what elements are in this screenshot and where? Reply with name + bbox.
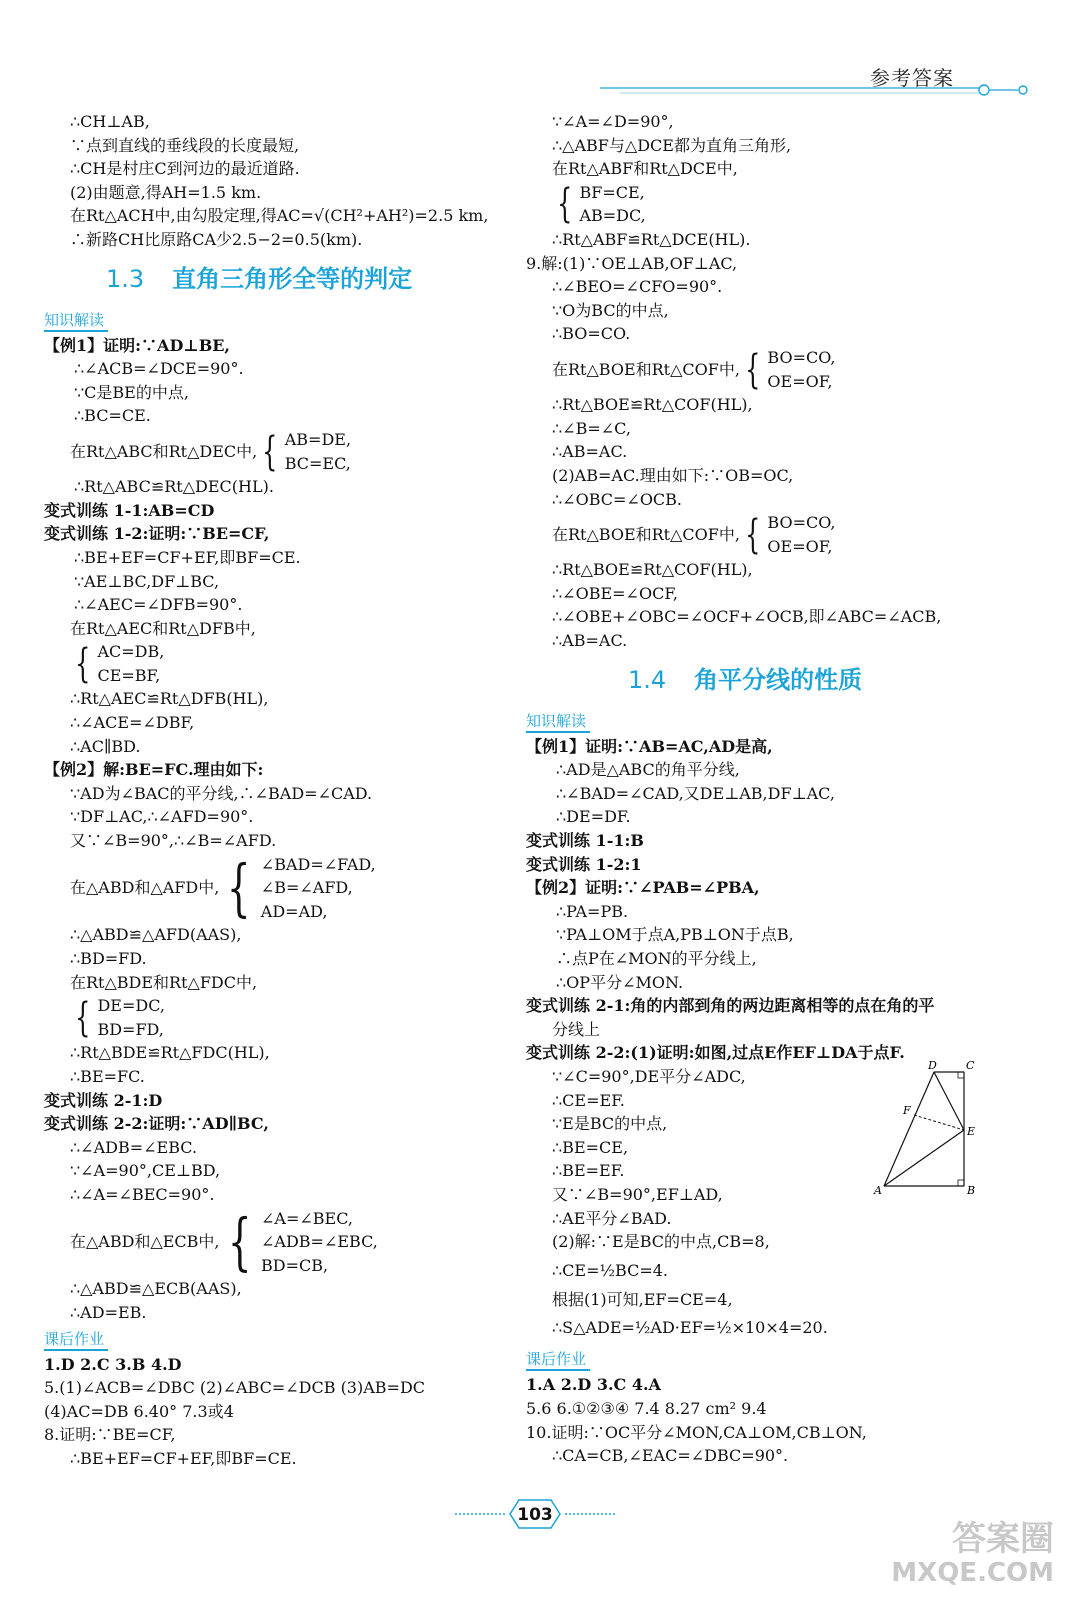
text-line: ∵DF⊥AC,∴∠AFD=90°.: [70, 807, 254, 827]
text-line: ∵∠A=90°,CE⊥BD,: [70, 1161, 221, 1181]
label-E: E: [967, 1125, 976, 1138]
text-line: ∴BE+EF=CF+EF,即BF=CE.: [70, 1448, 297, 1468]
text-line: ∴CH⊥AB,: [70, 112, 150, 131]
brace-line: AB=DC,: [579, 206, 646, 226]
header-decoration-line: [600, 78, 1040, 108]
text-line: 在Rt△ACH中,由勾股定理,得AC=√(CH²+AH²)=2.5 km,: [70, 206, 489, 226]
text-line: ∴BC=CE.: [74, 406, 151, 426]
label-C: C: [966, 1060, 975, 1072]
text-line: ∴CE=½BC=4.: [552, 1260, 668, 1280]
brace-line: CE=BF,: [97, 665, 161, 685]
brace-line: BO=CO,: [767, 347, 836, 367]
text-line: 变式训练 2-1:角的内部到角的两边距离相等的点在角的平: [526, 996, 935, 1016]
text-line: ∴Rt△AEC≌Rt△DFB(HL),: [70, 689, 269, 709]
text-line: 又∵∠B=90°,EF⊥AD,: [552, 1184, 723, 1204]
text-line: (2)AB=AC.理由如下:∵OB=OC,: [552, 465, 794, 485]
brace-line: BF=CE,: [579, 182, 645, 202]
brace-line: BD=FD,: [97, 1019, 164, 1039]
text-line: ∴OP平分∠MON.: [556, 972, 684, 992]
section-number: 1.4: [628, 665, 667, 694]
brace-block: { AC=DB, CE=BF,: [75, 640, 165, 687]
brace-lead: 在△ABD和△AFD中,: [70, 878, 220, 898]
text-line: ∵PA⊥OM于点A,PB⊥ON于点B,: [556, 925, 794, 945]
brace-line: OE=OF,: [767, 371, 833, 391]
text-line: 5.6 6.①②③④ 7.4 8.27 cm² 9.4: [526, 1398, 767, 1418]
text-line: 变式训练 2-1:D: [44, 1090, 163, 1110]
brace-line: ∠A=∠BEC,: [260, 1208, 353, 1228]
text-line: ∴∠ACB=∠DCE=90°.: [74, 359, 244, 379]
text-line: ∴Rt△BOE≌Rt△COF(HL),: [552, 560, 753, 580]
brace-lead: 在Rt△BOE和Rt△COF中,: [552, 524, 740, 544]
text-line: 在Rt△AEC和Rt△DFB中,: [70, 618, 256, 638]
text-line: ∴AD=EB.: [70, 1302, 147, 1322]
text-line: ∴∠AEC=∠DFB=90°.: [74, 595, 243, 615]
brace-block: { BF=CE, AB=DC,: [557, 181, 646, 228]
text-line: ∴△ABF与△DCE都为直角三角形,: [552, 135, 792, 155]
text-line: ∴Rt△ABC≌Rt△DEC(HL).: [74, 477, 274, 497]
tag-knowledge: 知识解读: [44, 310, 108, 332]
text-line: 分线上: [552, 1019, 601, 1039]
text-line: ∴△ABD≌△ECB(AAS),: [70, 1279, 242, 1299]
text-line: ∴Rt△BDE≌Rt△FDC(HL),: [70, 1043, 270, 1063]
text-line: 在Rt△ABF和Rt△DCE中,: [552, 159, 738, 179]
text-line: ∴∠B=∠C,: [552, 418, 631, 438]
text-line: ∴BE=FC.: [70, 1066, 145, 1086]
text-line: 8.证明:∵BE=CF,: [44, 1425, 176, 1445]
text-line: ∴新路CH比原路CA少2.5−2=0.5(km).: [70, 229, 363, 249]
label-F: F: [903, 1104, 911, 1117]
text-line: ∴Rt△ABF≌Rt△DCE(HL).: [552, 229, 751, 249]
section-heading-1-4: [526, 653, 1004, 707]
text-line: ∴S△ADE=½AD·EF=½×10×4=20.: [552, 1318, 828, 1338]
brace-line: ∠B=∠AFD,: [260, 878, 353, 898]
text-line: 1.A 2.D 3.C 4.A: [526, 1375, 661, 1395]
text-line: ∴DE=DF.: [556, 807, 631, 827]
geometry-figure: [872, 1060, 982, 1200]
text-line: 又∵∠B=90°,∴∠B=∠AFD.: [70, 831, 277, 851]
text-line: ∵AD为∠BAC的平分线,∴∠BAD=∠CAD.: [70, 783, 373, 803]
text-line: ∴∠BAD=∠CAD,又DE⊥AB,DF⊥AC,: [556, 783, 835, 803]
text-line: 根据(1)可知,EF=CE=4,: [552, 1289, 733, 1309]
text-line: ∴AC∥BD.: [70, 736, 141, 756]
text-line: ∵∠C=90°,DE平分∠ADC,: [552, 1066, 746, 1086]
tag-knowledge: 知识解读: [526, 711, 590, 733]
text-line: ∴BE+EF=CF+EF,即BF=CE.: [74, 547, 301, 567]
text-line: ∴∠ACE=∠DBF,: [70, 713, 195, 733]
text-line: 【例1】证明:∵AD⊥BE,: [44, 335, 230, 355]
text-line: (2)解:∵E是BC的中点,CB=8,: [552, 1232, 770, 1252]
text-line: ∴AE平分∠BAD.: [552, 1208, 672, 1228]
text-line: ∴BD=FD.: [70, 949, 147, 968]
text-line: 【例2】解:BE=FC.理由如下:: [44, 760, 264, 780]
text-line: ∵∠A=∠D=90°,: [552, 112, 674, 131]
text-line: ∴∠OBE=∠OCF,: [552, 583, 679, 603]
brace-block: 在Rt△BOE和Rt△COF中, { BO=CO, OE=OF,: [552, 511, 836, 558]
text-line: ∵点到直线的垂线段的长度最短,: [70, 135, 300, 155]
page-number-badge: [455, 1494, 615, 1534]
text-line: 变式训练 1-1:B: [526, 831, 644, 851]
brace-line: ∠BAD=∠FAD,: [260, 854, 376, 874]
tag-homework: 课后作业: [44, 1329, 108, 1351]
text-line: ∴BE=CE,: [552, 1137, 629, 1157]
text-line: 变式训练 1-1:AB=CD: [44, 500, 215, 520]
brace-block: 在Rt△BOE和Rt△COF中, { BO=CO, OE=OF,: [552, 346, 836, 393]
section-heading-1-3: [44, 252, 522, 306]
text-line: 变式训练 2-2:证明:∵AD∥BC,: [44, 1114, 269, 1134]
text-line: ∴∠ADB=∠EBC.: [70, 1137, 198, 1157]
text-line: ∴∠OBE+∠OBC=∠OCF+∠OCB,即∠ABC=∠ACB,: [552, 607, 942, 627]
text-line: ∵E是BC的中点,: [552, 1114, 668, 1134]
text-line: 变式训练 1-2:证明:∵BE=CF,: [44, 524, 270, 544]
brace-line: BD=CB,: [260, 1255, 329, 1275]
brace-lead: 在△ABD和△ECB中,: [70, 1232, 220, 1252]
text-line: 5.(1)∠ACB=∠DBC (2)∠ABC=∠DCB (3)AB=DC: [44, 1378, 426, 1398]
text-line: 在Rt△BDE和Rt△FDC中,: [70, 972, 258, 992]
text-line: 【例1】证明:∵AB=AC,AD是高,: [526, 736, 773, 756]
label-B: B: [967, 1184, 976, 1197]
watermark-logo: [891, 1519, 1054, 1590]
text-line: ∴∠BEO=∠CFO=90°.: [552, 277, 723, 297]
brace-lead: 在Rt△ABC和Rt△DEC中,: [70, 441, 258, 461]
text-line: ∴CA=CB,∠EAC=∠DBC=90°.: [552, 1446, 789, 1466]
text-line: ∴∠A=∠BEC=90°.: [70, 1184, 215, 1204]
text-line: (4)AC=DB 6.40° 7.3或4: [44, 1401, 234, 1421]
page-number: [455, 1494, 615, 1538]
brace-line: BC=EC,: [284, 453, 351, 473]
text-line: 变式训练 1-2:1: [526, 854, 642, 874]
label-D: D: [928, 1060, 937, 1072]
left-column: [44, 110, 522, 1470]
brace-line: OE=OF,: [767, 536, 833, 556]
text-line: ∵AE⊥BC,DF⊥BC,: [74, 571, 220, 591]
watermark-line: MXQE.COM: [891, 1558, 1054, 1588]
text-line: ∴AB=AC.: [552, 631, 628, 651]
header-title: 参考答案: [870, 66, 954, 90]
text-line: (2)由题意,得AH=1.5 km.: [70, 182, 262, 202]
label-A: A: [874, 1184, 882, 1197]
text-line: ∴点P在∠MON的平分线上,: [556, 949, 757, 968]
text-line: ∵C是BE的中点,: [74, 382, 189, 402]
brace-block: { DE=DC, BD=FD,: [75, 994, 165, 1041]
text-line: ∴CE=EF.: [552, 1090, 625, 1110]
brace-block: 在△ABD和△ECB中, { ∠A=∠BEC, ∠ADB=∠EBC, BD=CB,: [70, 1204, 378, 1278]
watermark-line: 答案圈: [952, 1519, 1054, 1559]
brace-line: AC=DB,: [97, 642, 165, 662]
tag-homework: 课后作业: [526, 1349, 590, 1371]
text-line: ∴AB=AC.: [552, 442, 628, 462]
text-line: 1.D 2.C 3.B 4.D: [44, 1354, 182, 1374]
brace-line: BO=CO,: [767, 513, 836, 533]
page-number-text: 103: [517, 1505, 553, 1525]
text-line: ∴BE=EF.: [552, 1161, 625, 1181]
section-title: 直角三角形全等的判定: [172, 264, 413, 293]
section-number: 1.3: [106, 264, 145, 293]
text-line: ∴Rt△BOE≌Rt△COF(HL),: [552, 395, 753, 415]
brace-line: AD=AD,: [260, 901, 328, 921]
text-line: 9.解:(1)∵OE⊥AB,OF⊥AC,: [526, 253, 738, 273]
text-line: ∴PA=PB.: [556, 901, 629, 921]
text-line: ∵O为BC的中点,: [552, 300, 669, 320]
brace-line: DE=DC,: [97, 996, 165, 1016]
brace-lead: 在Rt△BOE和Rt△COF中,: [552, 359, 740, 379]
brace-line: ∠ADB=∠EBC,: [260, 1232, 378, 1252]
text-line: ∴BO=CO.: [552, 324, 631, 344]
brace-line: AB=DE,: [284, 429, 352, 449]
right-column: [526, 110, 1004, 1468]
section-title: 角平分线的性质: [694, 665, 863, 694]
text-line: 10.证明:∵OC平分∠MON,CA⊥OM,CB⊥ON,: [526, 1422, 867, 1442]
text-line: ∴CH是村庄C到河边的最近道路.: [70, 159, 300, 179]
text-line: 变式训练 2-2:(1)证明:如图,过点E作EF⊥DA于点F.: [526, 1043, 905, 1063]
brace-block: 在△ABD和△AFD中, { ∠BAD=∠FAD, ∠B=∠AFD, AD=AD,: [70, 851, 376, 925]
text-line: ∴AD是△ABC的角平分线,: [556, 760, 740, 780]
text-line: 【例2】证明:∵∠PAB=∠PBA,: [526, 878, 760, 898]
brace-block: 在Rt△ABC和Rt△DEC中, { AB=DE, BC=EC,: [70, 428, 352, 475]
text-line: ∴△ABD≌△AFD(AAS),: [70, 925, 242, 945]
text-line: ∴∠OBC=∠OCB.: [552, 489, 683, 509]
